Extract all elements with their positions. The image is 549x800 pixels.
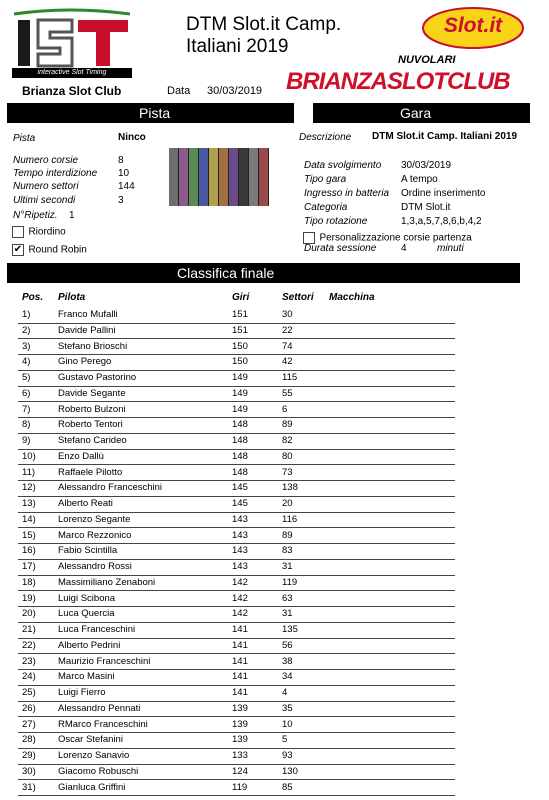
table-row <box>18 433 455 450</box>
settori-cell: 55 <box>282 387 293 399</box>
table-row <box>18 606 455 623</box>
position-cell: 30) <box>22 765 36 777</box>
table-row <box>18 780 455 797</box>
settori-cell: 38 <box>282 655 293 667</box>
settori-cell: 6 <box>282 403 288 415</box>
position-cell: 13) <box>22 498 36 509</box>
table-row <box>18 717 455 734</box>
brianza-logo-small: NUVOLARI <box>398 54 456 66</box>
position-cell: 23) <box>22 655 36 667</box>
table-row <box>18 370 455 387</box>
slotit-logo-text: Slot.it <box>443 14 503 37</box>
round-robin-label: Round Robin <box>28 244 87 256</box>
numero-settori-value: 144 <box>118 181 135 192</box>
position-cell: 5) <box>22 372 31 383</box>
giri-cell: 141 <box>232 655 248 667</box>
pilota-cell: Oscar Stefanini <box>58 734 123 746</box>
position-cell: 4) <box>22 356 31 368</box>
table-row <box>18 354 455 371</box>
table-row <box>18 528 455 545</box>
ripetiz-label: N°Ripetiz. <box>13 210 58 221</box>
table-row <box>18 591 455 608</box>
settori-cell: 31 <box>282 608 293 620</box>
giri-cell: 143 <box>232 529 248 541</box>
settori-cell: 89 <box>282 529 293 541</box>
data-svolgimento-value: 30/03/2019 <box>401 160 452 171</box>
personalizzazione-box[interactable] <box>303 232 315 244</box>
giri-cell: 143 <box>232 545 248 557</box>
position-cell: 24) <box>22 671 36 683</box>
table-row <box>18 307 455 324</box>
settori-cell: 73 <box>282 466 293 478</box>
pilota-cell: Gianluca Griffini <box>58 781 126 793</box>
table-row <box>18 386 455 403</box>
giri-cell: 142 <box>232 608 248 620</box>
settori-cell: 42 <box>282 356 293 368</box>
personalizzazione-label: Personalizzazione corsie partenza <box>319 232 472 244</box>
pista-header <box>7 103 294 123</box>
table-row <box>18 339 455 356</box>
lane-color-stripe <box>229 148 239 206</box>
position-cell: 11) <box>22 466 36 478</box>
giri-cell: 139 <box>232 718 248 730</box>
lane-color-stripe <box>239 148 249 206</box>
pilota-cell: Marco Rezzonico <box>58 529 132 541</box>
table-row <box>18 575 455 592</box>
settori-cell: 135 <box>282 624 298 635</box>
descrizione-label: Descrizione <box>299 132 352 143</box>
pilota-cell: Marco Masini <box>58 671 115 683</box>
ingresso-batteria-label: Ingresso in batteria <box>304 188 390 199</box>
table-row <box>18 748 455 765</box>
tipo-gara-value: A tempo <box>401 174 438 185</box>
pilota-cell: Franco Mufalli <box>58 309 118 320</box>
table-row <box>18 654 455 671</box>
settori-cell: 85 <box>282 781 293 793</box>
giri-cell: 141 <box>232 671 248 683</box>
lane-color-stripe <box>189 148 199 206</box>
giri-cell: 151 <box>232 309 248 320</box>
pilota-cell: Alberto Pedrini <box>58 639 121 651</box>
table-row <box>18 512 455 529</box>
pilota-cell: Maurizio Franceschini <box>58 655 151 667</box>
giri-cell: 143 <box>232 513 248 525</box>
pilota-cell: Lorenzo Sanavio <box>58 750 130 761</box>
giri-cell: 145 <box>232 498 248 509</box>
table-row <box>18 496 455 513</box>
settori-cell: 116 <box>282 513 298 525</box>
riordino-label: Riordino <box>28 226 66 238</box>
ultimi-secondi-value: 3 <box>118 195 124 206</box>
giri-cell: 141 <box>232 624 248 635</box>
giri-cell: 142 <box>232 576 248 588</box>
table-row <box>18 323 455 340</box>
pilota-cell: Roberto Tentori <box>58 419 123 431</box>
giri-cell: 149 <box>232 403 248 415</box>
pilota-cell: Davide Segante <box>58 387 126 399</box>
settori-cell: 10 <box>282 718 293 730</box>
pilota-cell: Gino Perego <box>58 356 112 368</box>
settori-cell: 30 <box>282 309 293 320</box>
lane-color-stripe <box>169 148 179 206</box>
tipo-gara-label: Tipo gara <box>304 174 347 185</box>
categoria-value: DTM Slot.it <box>401 202 451 213</box>
gara-header <box>313 103 530 123</box>
settori-cell: 82 <box>282 435 293 446</box>
table-row <box>18 449 455 466</box>
ist-logo-caption: interactive Slot Timing <box>37 69 107 76</box>
settori-cell: 115 <box>282 372 298 383</box>
settori-cell: 74 <box>282 340 293 352</box>
numero-corsie-label: Numero corsie <box>13 155 79 166</box>
settori-cell: 56 <box>282 639 293 651</box>
pilota-cell: Luigi Fierro <box>58 687 106 698</box>
brianza-logo: BRIANZASLOTCLUB <box>286 68 510 95</box>
pilota-cell: Alberto Reati <box>58 498 113 509</box>
giri-cell: 139 <box>232 702 248 714</box>
settori-cell: 5 <box>282 734 288 746</box>
pilota-cell: Giacomo Robuschi <box>58 765 139 777</box>
pilota-cell: Luca Quercia <box>58 608 115 620</box>
column-pos: Pos. <box>22 292 44 303</box>
position-cell: 12) <box>22 482 36 494</box>
date-label: Data <box>167 85 191 97</box>
lane-color-stripe <box>199 148 209 206</box>
pilota-cell: Stefano Carideo <box>58 435 127 446</box>
table-row <box>18 669 455 686</box>
riordino-box[interactable] <box>12 226 24 238</box>
pista-label: Pista <box>13 133 36 144</box>
position-cell: 2) <box>22 324 31 336</box>
table-row <box>18 417 455 434</box>
giri-cell: 141 <box>232 687 248 698</box>
giri-cell: 150 <box>232 340 248 352</box>
giri-cell: 143 <box>232 561 248 572</box>
position-cell: 7) <box>22 403 31 415</box>
pilota-cell: Roberto Bulzoni <box>58 403 126 415</box>
riordino-checkbox[interactable] <box>12 223 66 241</box>
position-cell: 29) <box>22 750 36 761</box>
durata-unit: minuti <box>437 243 464 254</box>
page-title-line2: Italiani 2019 <box>186 36 289 57</box>
lane-color-stripe <box>249 148 259 206</box>
pilota-cell: Fabio Scintilla <box>58 545 118 557</box>
classifica-column-headers <box>0 292 549 306</box>
pilota-cell: Alessandro Pennati <box>58 702 141 714</box>
round-robin-checkbox[interactable] <box>12 241 87 259</box>
position-cell: 25) <box>22 687 36 698</box>
position-cell: 28) <box>22 734 36 746</box>
position-cell: 6) <box>22 387 31 399</box>
slotit-logo <box>421 6 525 50</box>
data-svolgimento-label: Data svolgimento <box>304 160 382 171</box>
categoria-label: Categoria <box>304 202 348 213</box>
pilota-cell: Luca Franceschini <box>58 624 136 635</box>
position-cell: 31) <box>22 781 36 793</box>
position-cell: 18) <box>22 576 36 588</box>
position-cell: 3) <box>22 340 31 352</box>
numero-corsie-value: 8 <box>118 155 124 166</box>
tempo-interdizione-value: 10 <box>118 168 130 179</box>
position-cell: 26) <box>22 702 36 714</box>
giri-cell: 119 <box>232 781 248 793</box>
settori-cell: 138 <box>282 482 298 494</box>
pilota-cell: Davide Pallini <box>58 324 116 336</box>
settori-cell: 35 <box>282 702 293 714</box>
giri-cell: 148 <box>232 435 248 446</box>
durata-label: Durata sessione <box>304 243 377 254</box>
table-row <box>18 764 455 781</box>
giri-cell: 149 <box>232 372 248 383</box>
giri-cell: 151 <box>232 324 248 336</box>
settori-cell: 63 <box>282 592 293 604</box>
pilota-cell: Enzo Dallù <box>58 450 104 462</box>
settori-cell: 80 <box>282 450 293 462</box>
pilota-cell: Luigi Scibona <box>58 592 116 604</box>
settori-cell: 130 <box>282 765 298 777</box>
table-row <box>18 622 455 639</box>
position-cell: 22) <box>22 639 36 651</box>
position-cell: 27) <box>22 718 36 730</box>
pilota-cell: Raffaele Pilotto <box>58 466 123 478</box>
ultimi-secondi-label: Ultimi secondi <box>13 195 76 206</box>
pista-title: Pista <box>139 105 171 121</box>
table-row <box>18 465 455 482</box>
table-row <box>18 543 455 560</box>
classifica-title: Classifica finale <box>177 265 275 281</box>
position-cell: 20) <box>22 608 36 620</box>
ingresso-batteria-value: Ordine inserimento <box>401 188 486 199</box>
position-cell: 10) <box>22 450 36 462</box>
position-cell: 15) <box>22 529 36 541</box>
round-robin-box[interactable]: ✔ <box>13 243 23 255</box>
lane-color-stripe <box>179 148 189 206</box>
giri-cell: 133 <box>232 750 248 761</box>
page-title-line1: DTM Slot.it Camp. <box>186 14 342 35</box>
lane-color-stripe <box>209 148 219 206</box>
settori-cell: 83 <box>282 545 293 557</box>
pilota-cell: RMarco Franceschini <box>58 718 148 730</box>
settori-cell: 119 <box>282 576 298 588</box>
settori-cell: 34 <box>282 671 293 683</box>
table-row <box>18 559 455 576</box>
table-row <box>18 685 455 702</box>
club-name: Brianza Slot Club <box>22 84 122 98</box>
giri-cell: 139 <box>232 734 248 746</box>
classifica-header <box>7 263 520 283</box>
settori-cell: 89 <box>282 419 293 431</box>
settori-cell: 4 <box>282 687 288 698</box>
giri-cell: 150 <box>232 356 248 368</box>
column-settori: Settori <box>282 292 314 303</box>
date-value: 30/03/2019 <box>207 85 263 97</box>
position-cell: 21) <box>22 624 36 635</box>
giri-cell: 149 <box>232 387 248 399</box>
tempo-interdizione-label: Tempo interdizione <box>13 168 98 179</box>
table-row <box>18 638 455 655</box>
giri-cell: 145 <box>232 482 248 494</box>
settori-cell: 31 <box>282 561 293 572</box>
lane-color-swatch <box>169 148 269 206</box>
column-pilota: Pilota <box>58 292 86 303</box>
durata-value: 4 <box>401 243 407 254</box>
gara-title: Gara <box>400 105 432 121</box>
position-cell: 8) <box>22 419 31 431</box>
giri-cell: 142 <box>232 592 248 604</box>
position-cell: 14) <box>22 513 36 525</box>
giri-cell: 141 <box>232 639 248 651</box>
position-cell: 17) <box>22 561 36 572</box>
pilota-cell: Gustavo Pastorino <box>58 372 137 383</box>
column-giri: Giri <box>232 292 250 303</box>
pilota-cell: Alessandro Franceschini <box>58 482 163 494</box>
giri-cell: 148 <box>232 450 248 462</box>
position-cell: 16) <box>22 545 36 557</box>
settori-cell: 22 <box>282 324 293 336</box>
table-row <box>18 701 455 718</box>
position-cell: 19) <box>22 592 36 604</box>
ist-logo <box>10 8 134 80</box>
pista-value: Ninco <box>118 132 146 143</box>
lane-color-stripe <box>219 148 229 206</box>
tipo-rotazione-value: 1,3,a,5,7,8,6,b,4,2 <box>401 216 482 227</box>
position-cell: 1) <box>22 309 31 320</box>
tipo-rotazione-label: Tipo rotazione <box>304 216 368 227</box>
ripetiz-value: 1 <box>69 210 75 221</box>
giri-cell: 148 <box>232 466 248 478</box>
pilota-cell: Alessandro Rossi <box>58 561 132 572</box>
giri-cell: 148 <box>232 419 248 431</box>
pilota-cell: Lorenzo Segante <box>58 513 131 525</box>
table-row <box>18 402 455 419</box>
settori-cell: 93 <box>282 750 293 761</box>
table-row <box>18 732 455 749</box>
giri-cell: 124 <box>232 765 248 777</box>
pilota-cell: Massimiliano Zenaboni <box>58 576 156 588</box>
column-macchina: Macchina <box>329 292 375 303</box>
settori-cell: 20 <box>282 498 293 509</box>
table-row <box>18 480 455 497</box>
pilota-cell: Stefano Brioschi <box>58 340 128 352</box>
lane-color-stripe <box>259 148 269 206</box>
position-cell: 9) <box>22 435 31 446</box>
descrizione-value: DTM Slot.it Camp. Italiani 2019 <box>372 131 518 142</box>
numero-settori-label: Numero settori <box>13 181 79 192</box>
